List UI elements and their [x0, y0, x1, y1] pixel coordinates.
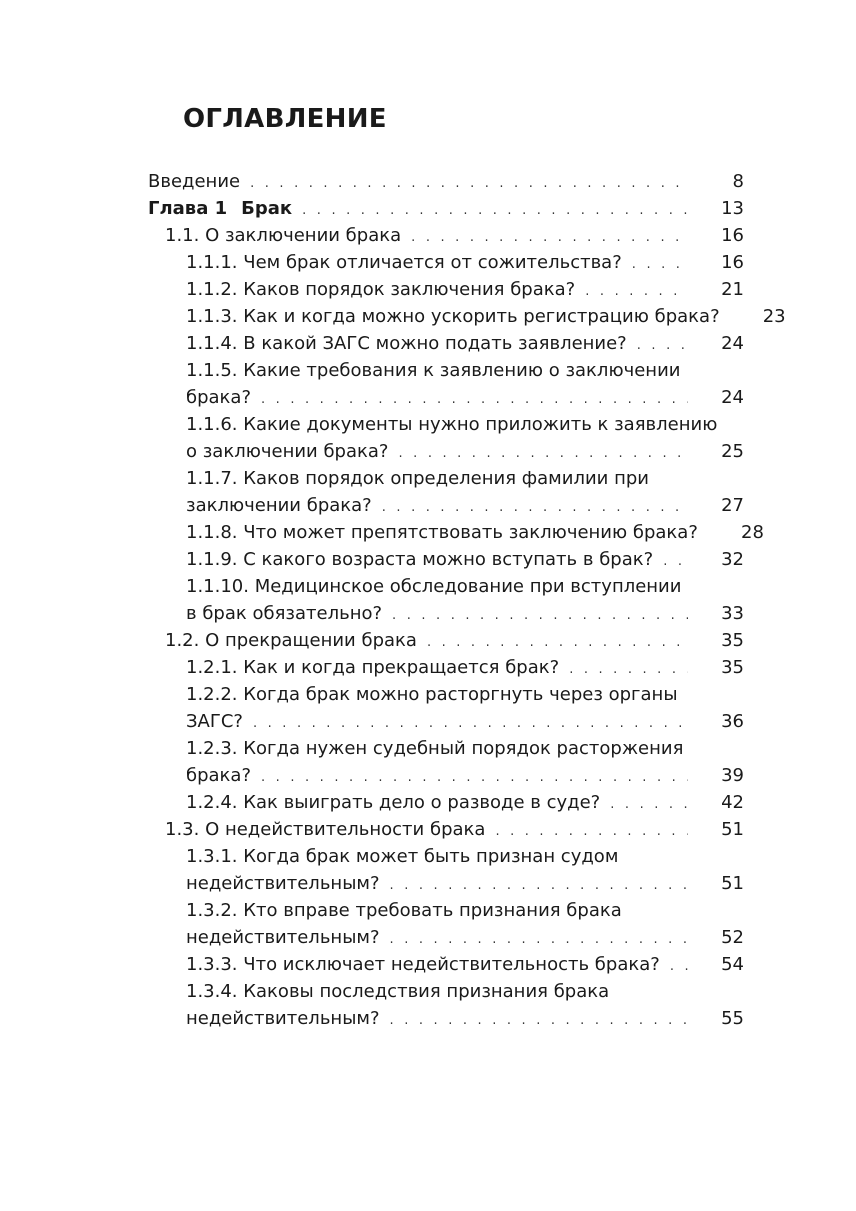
toc-page-number: 16 — [721, 225, 744, 246]
dot-leader — [663, 551, 688, 573]
toc-page-number: 27 — [721, 495, 744, 516]
toc-entry-1-3[interactable] — [148, 816, 744, 843]
page-title: ОГЛАВЛЕНИЕ — [183, 104, 387, 134]
chapter-number: Глава 1 — [148, 198, 228, 219]
dot-leader — [250, 173, 688, 195]
toc-label-line2: брака? — [186, 765, 252, 786]
toc-label-line1: 1.1.10. Медицинское обследование при вступлении — [186, 576, 682, 597]
toc-page-number: 33 — [721, 603, 744, 624]
dot-leader — [302, 200, 688, 222]
toc-label-line1: 1.3.2. Кто вправе требовать признания брака — [186, 900, 622, 921]
toc-entry-1-3-1[interactable] — [148, 843, 744, 897]
toc-entry-1-1-5[interactable] — [148, 357, 744, 411]
toc-label-line1: 1.3.1. Когда брак может быть признан судом — [186, 846, 619, 867]
toc-label-line1: 1.1.5. Какие требования к заявлению о заключении — [186, 360, 681, 381]
toc-entry-1-2-3[interactable] — [148, 735, 744, 789]
toc-entry-1-2-1[interactable] — [148, 654, 744, 681]
toc-label: 1.1.2. Каков порядок заключения брака? — [186, 279, 576, 300]
chapter-name: Брак — [241, 198, 293, 219]
toc-page-number: 16 — [721, 252, 744, 273]
toc-page-number: 54 — [721, 954, 744, 975]
toc-entry-1-1-10[interactable] — [148, 573, 744, 627]
toc-entry-1-1-8[interactable] — [148, 519, 764, 546]
toc-label: 1.2.4. Как выиграть дело о разводе в суде? — [186, 792, 601, 813]
dot-leader — [390, 929, 688, 951]
toc-label: 1.1.4. В какой ЗАГС можно подать заявление? — [186, 333, 627, 354]
toc-page-number: 28 — [741, 522, 764, 543]
toc-label: 1.3. О недействительности брака — [165, 819, 486, 840]
toc-label: 1.3.3. Что исключает недействительность брака? — [186, 954, 660, 975]
dot-leader — [253, 713, 688, 735]
toc-entry-1-3-2[interactable] — [148, 897, 744, 951]
toc-page-number: 25 — [721, 441, 744, 462]
dot-leader — [390, 1010, 688, 1032]
toc-label-line2: ЗАГС? — [186, 711, 243, 732]
toc-page-number: 21 — [721, 279, 744, 300]
toc-entry-chapter-1[interactable] — [148, 195, 744, 222]
toc-entry-1-1-7[interactable] — [148, 465, 744, 519]
dot-leader — [398, 443, 688, 465]
toc-page-number: 51 — [721, 873, 744, 894]
toc-label-line2: недействительным? — [186, 927, 380, 948]
toc-entry-1-2-4[interactable] — [148, 789, 744, 816]
toc-label: 1.2.1. Как и когда прекращается брак? — [186, 657, 560, 678]
toc-label-line2: недействительным? — [186, 873, 380, 894]
toc-label-line1: 1.1.6. Какие документы нужно приложить к заявлению — [186, 414, 718, 435]
toc-entry-1-1-1[interactable] — [148, 249, 744, 276]
dot-leader — [411, 227, 688, 249]
toc-label-line2: о заключении брака? — [186, 441, 389, 462]
toc-label-line2: в брак обязательно? — [186, 603, 383, 624]
table-of-contents — [148, 168, 786, 1032]
toc-label: 1.1.3. Как и когда можно ускорить регистрацию брака? — [186, 306, 720, 327]
toc-entry-1-1-2[interactable] — [148, 276, 744, 303]
toc-entry-1-2[interactable] — [148, 627, 744, 654]
dot-leader — [569, 659, 688, 681]
toc-label: 1.1.1. Чем брак отличается от сожительства? — [186, 252, 622, 273]
toc-page-number: 39 — [721, 765, 744, 786]
toc-entry-1-1-6[interactable] — [148, 411, 744, 465]
toc-entry-1-2-2[interactable] — [148, 681, 744, 735]
toc-entry-1-1-3[interactable] — [148, 303, 786, 330]
toc-page-number: 51 — [721, 819, 744, 840]
toc-label-line2: брака? — [186, 387, 252, 408]
toc-label-line2: заключении брака? — [186, 495, 372, 516]
toc-page-number: 52 — [721, 927, 744, 948]
toc-entry-1-1-4[interactable] — [148, 330, 744, 357]
dot-leader — [261, 767, 688, 789]
dot-leader — [610, 794, 688, 816]
dot-leader — [390, 875, 688, 897]
dot-leader — [392, 605, 688, 627]
dot-leader — [427, 632, 688, 654]
toc-label-line1: 1.2.3. Когда нужен судебный порядок расторжения — [186, 738, 684, 759]
toc-label: 1.2. О прекращении брака — [165, 630, 417, 651]
toc-page-number: 23 — [762, 306, 786, 327]
toc-page-number: 42 — [721, 792, 744, 813]
toc-entry-1-1-9[interactable] — [148, 546, 744, 573]
toc-label: 1.1. О заключении брака — [165, 225, 402, 246]
dot-leader — [637, 335, 688, 357]
toc-page-number: 55 — [721, 1008, 744, 1029]
toc-entry-1-3-3[interactable] — [148, 951, 744, 978]
toc-entry-intro[interactable] — [148, 168, 744, 195]
toc-label-line1: 1.1.7. Каков порядок определения фамилии при — [186, 468, 649, 489]
toc-page-number: 24 — [721, 333, 744, 354]
toc-entry-1-1[interactable] — [148, 222, 744, 249]
toc-label: 1.1.8. Что может препятствовать заключению брака? — [186, 522, 698, 543]
dot-leader — [261, 389, 688, 411]
toc-page-number: 13 — [721, 198, 744, 219]
dot-leader — [382, 497, 688, 519]
dot-leader — [585, 281, 688, 303]
toc-label-line1: 1.3.4. Каковы последствия признания брака — [186, 981, 610, 1002]
dot-leader — [495, 821, 688, 843]
toc-label: 1.1.9. С какого возраста можно вступать в брак? — [186, 549, 654, 570]
toc-label-line2: недействительным? — [186, 1008, 380, 1029]
toc-label — [148, 195, 292, 222]
dot-leader — [670, 956, 688, 978]
toc-label: Введение — [148, 171, 241, 192]
toc-page-number: 35 — [721, 630, 744, 651]
toc-page-number: 8 — [732, 171, 744, 192]
dot-leader — [632, 254, 688, 276]
toc-page-number: 36 — [721, 711, 744, 732]
toc-entry-1-3-4[interactable] — [148, 978, 744, 1032]
toc-label-line1: 1.2.2. Когда брак можно расторгнуть через органы — [186, 684, 678, 705]
toc-page-number: 32 — [721, 549, 744, 570]
toc-page-number: 35 — [721, 657, 744, 678]
toc-page-number: 24 — [721, 387, 744, 408]
